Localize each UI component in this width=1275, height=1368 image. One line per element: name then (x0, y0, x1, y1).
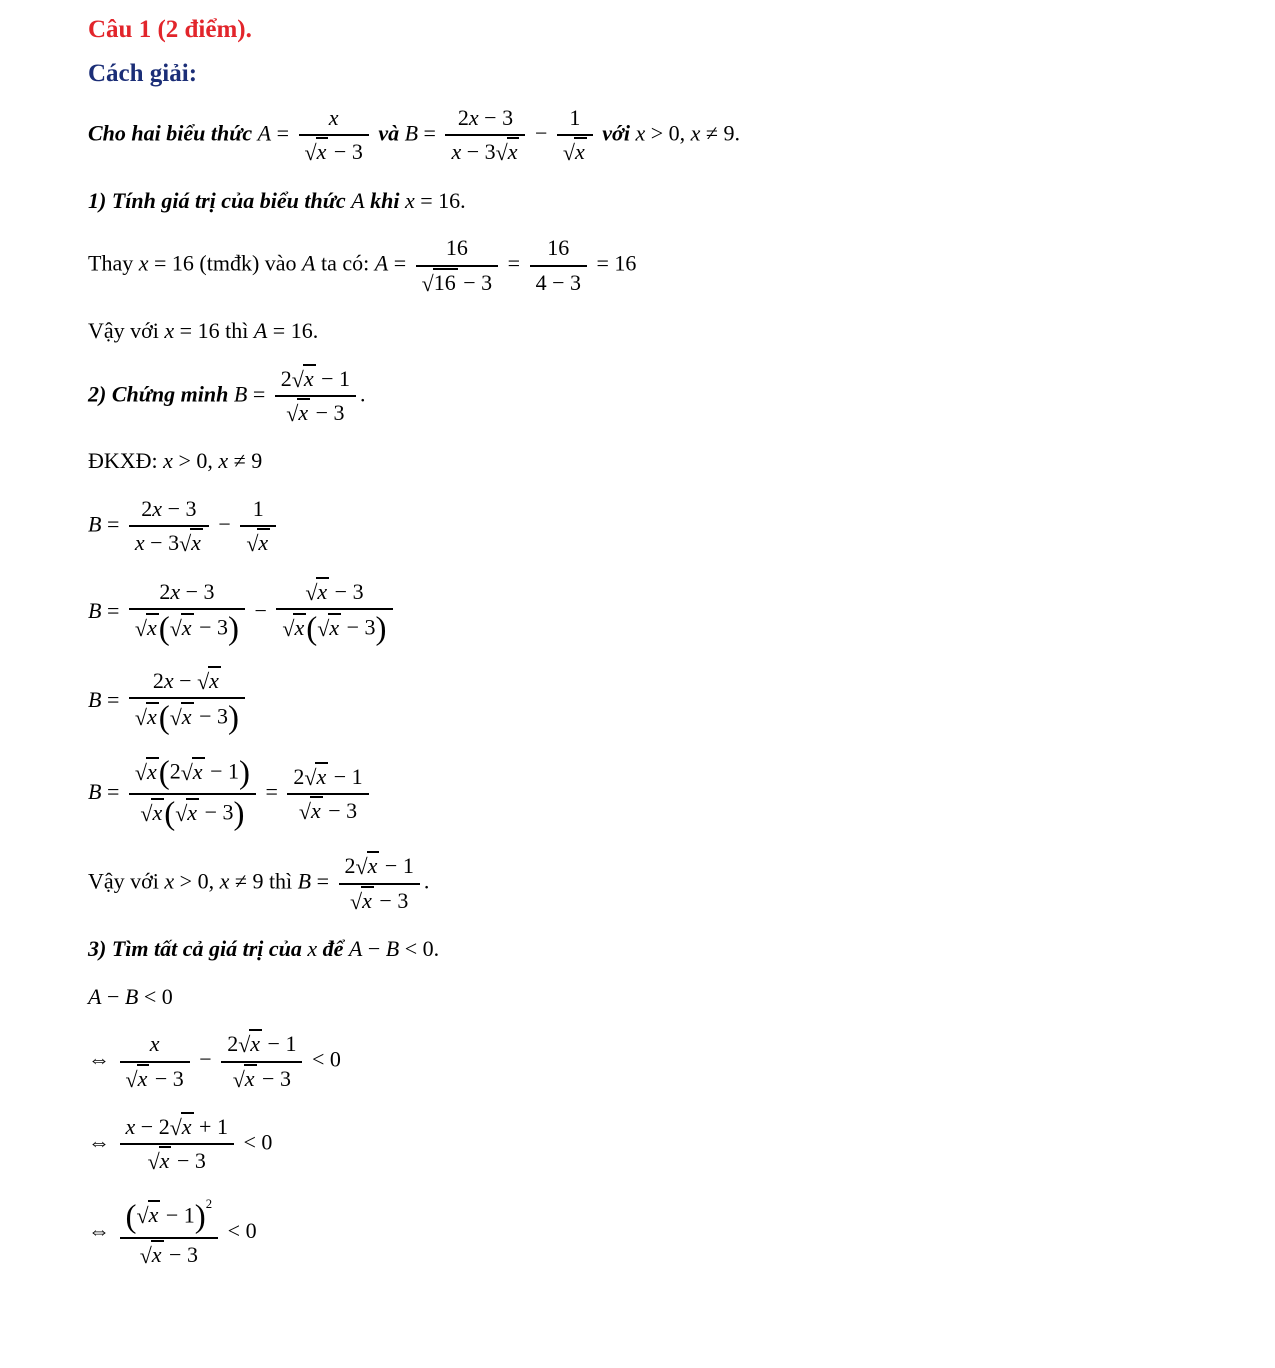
text-run: thì (219, 318, 254, 344)
radicand: x (310, 798, 321, 824)
big-paren: ( (306, 611, 318, 648)
radical-icon: √ (140, 800, 153, 826)
math-run: 2x − (152, 668, 192, 694)
big-paren: ) (233, 796, 245, 833)
radical-icon: √ (139, 1242, 152, 1268)
math-run: − 3 (334, 578, 364, 604)
math-run: − 3 (176, 1148, 206, 1174)
denominator (557, 136, 593, 166)
radicand: x (151, 1241, 162, 1267)
sqrt (137, 1202, 161, 1227)
radical-icon: √ (305, 579, 318, 605)
radicand: x (316, 139, 327, 165)
denominator (129, 610, 245, 647)
fraction (416, 234, 499, 297)
numerator (240, 495, 276, 527)
numerator (287, 763, 368, 795)
fraction (221, 1030, 302, 1093)
radicand: x (137, 1065, 148, 1091)
sqrt (126, 1066, 150, 1091)
numerator (416, 234, 499, 266)
radicand: x (191, 530, 201, 556)
math-run: − 3 (463, 269, 493, 295)
math-run: A − B < 0. (348, 936, 440, 962)
math-run: x (149, 1031, 160, 1057)
math-run: 1 (252, 495, 264, 521)
fraction (129, 756, 256, 832)
math-run: − 3 (315, 399, 345, 425)
text-run: . (360, 381, 366, 406)
sqrt (135, 704, 159, 729)
math-run: − 1 (321, 365, 350, 391)
radicand: x (298, 399, 309, 425)
sqrt (305, 139, 329, 164)
math-run: x = 16 (138, 250, 194, 276)
part3-inequality (88, 983, 1215, 1011)
sqrt (140, 1242, 164, 1267)
math-run: − 3 (379, 887, 409, 913)
radicand: x (507, 139, 518, 165)
math-run: − 3 (199, 703, 228, 729)
math-run: − 1 (165, 1202, 195, 1228)
math-run: 16 (547, 235, 570, 261)
math-run: x − 2 (125, 1113, 170, 1139)
math-run: A (302, 250, 316, 276)
radicand: x (181, 1113, 192, 1139)
sqrt (496, 139, 520, 164)
math-run: A (351, 187, 365, 213)
b-derivation-step-4 (88, 756, 1215, 832)
equiv-step-1 (88, 1030, 1215, 1093)
bold-italic-run: Cho hai biểu thức (88, 120, 258, 146)
radical-icon: √ (421, 270, 434, 296)
radical-icon: √ (495, 140, 508, 166)
numerator (221, 1030, 302, 1062)
radicand: x (316, 764, 327, 790)
part2-heading (88, 365, 1215, 428)
math-run: < 0 (243, 1129, 273, 1155)
math-run: B = (88, 779, 120, 805)
math-run: − 1 (210, 758, 239, 784)
math-run: − 3 (199, 614, 228, 640)
text-run: ĐKXĐ: (88, 448, 164, 474)
math-run: − 3 (204, 799, 234, 825)
question-heading: Câu 1 (2 điểm). (88, 16, 252, 43)
denominator (129, 795, 256, 832)
fraction (120, 1030, 190, 1093)
math-run: − 3 (169, 1241, 198, 1267)
math-run: − 3 (262, 1065, 291, 1091)
sqrt (299, 798, 323, 823)
math-run: x (307, 936, 318, 962)
math-run: = (507, 250, 521, 276)
sqrt (238, 1031, 262, 1056)
fraction (120, 1113, 234, 1176)
text-run: (tmđk) vào (193, 250, 303, 276)
big-paren: ( (158, 611, 170, 648)
math-run: − (254, 597, 267, 623)
text-run: Vậy với (88, 868, 165, 894)
sqrt (563, 139, 587, 164)
radical-icon: √ (232, 1066, 245, 1092)
equiv-step-2 (88, 1113, 1215, 1176)
radical-icon: √ (282, 615, 295, 641)
radical-icon: √ (246, 531, 259, 557)
radicand: x (146, 614, 157, 640)
math-run: − 1 (333, 764, 363, 790)
math-run: < 0 (311, 1046, 341, 1072)
radicand: x (148, 1202, 159, 1228)
math-run: x = 16. (404, 187, 466, 213)
numerator (129, 756, 256, 795)
part1-substitution (88, 234, 1215, 297)
fraction (339, 852, 420, 915)
math-run: B = (88, 597, 120, 623)
math-run: x (328, 105, 339, 130)
sqrt (197, 668, 221, 693)
fraction (445, 104, 525, 167)
radical-icon: √ (304, 765, 317, 791)
radicand: x (192, 758, 203, 784)
denominator (287, 795, 368, 825)
text-run: . (423, 868, 430, 894)
radicand: x (329, 614, 340, 640)
math-run: − 3 (346, 614, 376, 640)
sqrt (304, 764, 328, 789)
fraction (275, 365, 356, 428)
numerator (276, 578, 392, 610)
part2-domain-condition (88, 447, 1215, 475)
radicand: x (303, 365, 314, 391)
radical-icon: √ (317, 615, 330, 641)
sqrt (181, 759, 205, 784)
sqrt (422, 270, 458, 295)
b-derivation-step-3 (88, 667, 1215, 736)
math-run: B = (88, 511, 120, 537)
sqrt (286, 400, 310, 425)
denominator (276, 610, 392, 647)
radical-icon: √ (134, 615, 147, 641)
denominator (129, 699, 245, 736)
text-run: ta có: (315, 250, 375, 276)
text-run: Thay (88, 250, 139, 276)
math-run: x − 3 (134, 530, 180, 556)
bold-italic-run: và (372, 120, 405, 146)
bold-italic-run: để (317, 936, 349, 962)
math-run: B = (233, 381, 266, 406)
sqrt (292, 366, 316, 391)
radical-icon: √ (134, 759, 147, 785)
big-paren: ) (227, 611, 239, 648)
numerator (120, 1113, 234, 1145)
radical-icon: √ (169, 1114, 182, 1140)
sqrt (305, 579, 329, 604)
text-run: Vậy với (88, 318, 165, 344)
radicand: x (317, 578, 328, 604)
math-run: = (265, 779, 278, 805)
math-run: − (218, 511, 231, 537)
sqrt (317, 615, 341, 640)
math-run: x > 0, x ≠ 9 (163, 448, 263, 474)
text-run: thì (263, 868, 298, 894)
math-run: x − 3 (451, 139, 496, 165)
radicand: x (181, 614, 192, 640)
math-run: − 1 (267, 1031, 297, 1057)
superscript: 2 (205, 1196, 213, 1211)
denominator (445, 136, 525, 166)
problem-statement (88, 104, 1215, 167)
part2-conclusion (88, 852, 1215, 915)
numerator (120, 1196, 219, 1239)
fraction (129, 578, 245, 647)
math-run: − 3 (328, 798, 358, 824)
denominator (120, 1239, 219, 1269)
fraction (129, 667, 245, 736)
math-run: ⇔ (88, 1046, 110, 1072)
radical-icon: √ (147, 1149, 160, 1175)
bold-italic-run: 2) Chứng minh (88, 381, 234, 406)
radical-icon: √ (291, 366, 304, 392)
part1-conclusion (88, 317, 1215, 345)
bold-italic-run: 3) Tìm tất cả giá trị của (88, 936, 308, 962)
radical-icon: √ (350, 888, 363, 914)
math-run: ⇔ (88, 1129, 110, 1155)
numerator (129, 667, 245, 699)
numerator (120, 1030, 190, 1062)
radicand: x (244, 1065, 255, 1091)
denominator (240, 527, 276, 557)
math-run: x > 0, x ≠ 9. (635, 120, 740, 146)
denominator (221, 1063, 302, 1093)
math-run: − (199, 1046, 212, 1072)
math-run: − 3 (154, 1065, 184, 1091)
fraction (287, 763, 368, 826)
bold-italic-run: với (596, 120, 636, 146)
sqrt (170, 615, 194, 640)
sqrt (135, 759, 159, 784)
numerator (275, 365, 356, 397)
math-run: 2 (344, 853, 356, 879)
numerator (557, 104, 593, 136)
fraction (557, 104, 593, 167)
radical-icon: √ (179, 531, 192, 557)
math-run: 2 (280, 365, 292, 391)
part1-heading (88, 187, 1215, 215)
math-run: B = (297, 868, 330, 894)
numerator (129, 495, 209, 527)
math-run: B = (88, 686, 120, 712)
radical-icon: √ (169, 615, 182, 641)
radicand: 16 (433, 269, 456, 295)
math-run: A = (257, 120, 290, 146)
math-run: A = 16. (253, 318, 319, 344)
sqrt (350, 888, 374, 913)
radical-icon: √ (136, 1203, 149, 1229)
bold-italic-run: 1) Tính giá trị của biểu thức (88, 187, 352, 213)
math-run: 2x − 3 (141, 495, 197, 521)
sqrt (246, 530, 270, 555)
radicand: x (362, 887, 372, 913)
radicand: x (159, 1148, 170, 1174)
radical-icon: √ (125, 1066, 138, 1092)
math-run: A − B < 0 (88, 983, 173, 1009)
denominator (299, 136, 369, 166)
denominator (530, 267, 587, 297)
math-run: < 0 (227, 1217, 257, 1243)
sqrt (135, 615, 159, 640)
radicand: x (367, 853, 378, 879)
math-run: 1 (569, 105, 581, 130)
radicand: x (574, 139, 585, 165)
fraction (299, 104, 369, 167)
denominator (416, 267, 499, 297)
big-paren: ) (194, 1198, 206, 1235)
big-paren: ( (164, 796, 176, 833)
math-run: 2 (227, 1031, 239, 1057)
radical-icon: √ (175, 800, 188, 826)
radical-icon: √ (562, 140, 575, 166)
radical-icon: √ (298, 799, 311, 825)
fraction (240, 495, 276, 558)
math-run: A = (374, 250, 407, 276)
numerator (129, 578, 245, 610)
radicand: x (146, 758, 157, 784)
radicand: x (250, 1031, 261, 1057)
denominator (339, 885, 420, 915)
math-run: 4 − 3 (535, 269, 581, 295)
equiv-step-3 (88, 1196, 1215, 1270)
radical-icon: √ (134, 704, 147, 730)
denominator (120, 1145, 234, 1175)
b-derivation-step-2 (88, 578, 1215, 647)
math-run: − (534, 120, 548, 146)
math-run: x = 16 (164, 318, 220, 344)
math-run: = 16 (596, 250, 637, 276)
fraction (530, 234, 587, 297)
radicand: x (187, 799, 198, 825)
b-derivation-step-1 (88, 495, 1215, 558)
radicand: x (181, 703, 192, 729)
solution-heading: Cách giải: (88, 60, 198, 87)
big-paren: ) (375, 611, 387, 648)
radicand: x (209, 668, 219, 694)
math-run: + 1 (199, 1113, 228, 1139)
big-paren: ( (125, 1198, 137, 1235)
radicand: x (146, 703, 157, 729)
sqrt (233, 1066, 257, 1091)
numerator (299, 104, 369, 136)
math-run: 2 (293, 764, 305, 790)
sqrt (140, 800, 164, 825)
sqrt (148, 1148, 172, 1173)
radicand: x (258, 530, 269, 556)
big-paren: ( (158, 700, 170, 737)
math-run: − 1 (384, 853, 414, 879)
numerator (530, 234, 587, 266)
radical-icon: √ (180, 759, 193, 785)
numerator (339, 852, 420, 884)
math-run: x > 0, x ≠ 9 (164, 868, 264, 894)
radical-icon: √ (304, 140, 317, 166)
big-paren: ) (227, 700, 239, 737)
fraction (276, 578, 392, 647)
radical-icon: √ (197, 669, 210, 695)
sqrt (170, 1114, 194, 1139)
denominator (275, 397, 356, 427)
radicand: x (294, 614, 305, 640)
math-run: − 3 (333, 139, 363, 165)
fraction (129, 495, 209, 558)
math-run: 16 (445, 235, 468, 261)
radicand: x (152, 799, 163, 825)
sqrt (282, 615, 306, 640)
denominator (129, 527, 209, 557)
sqrt (170, 704, 194, 729)
bold-italic-run: khi (364, 187, 405, 213)
sqrt (175, 800, 199, 825)
big-paren: ( (158, 755, 170, 792)
math-run: 2x − 3 (159, 578, 215, 604)
math-run: B = (404, 120, 436, 146)
radical-icon: √ (355, 854, 368, 880)
numerator (445, 104, 525, 136)
radical-icon: √ (238, 1032, 251, 1058)
math-run: 2x − 3 (457, 105, 514, 130)
math-run: 2 (169, 758, 181, 784)
radical-icon: √ (286, 400, 299, 426)
big-paren: ) (238, 755, 250, 792)
denominator (120, 1063, 190, 1093)
sqrt (356, 853, 380, 878)
fraction (120, 1196, 219, 1270)
radical-icon: √ (169, 704, 182, 730)
sqrt (179, 530, 203, 555)
solution-body (88, 104, 1215, 1269)
math-run: ⇔ (88, 1217, 110, 1243)
part3-heading (88, 935, 1215, 963)
